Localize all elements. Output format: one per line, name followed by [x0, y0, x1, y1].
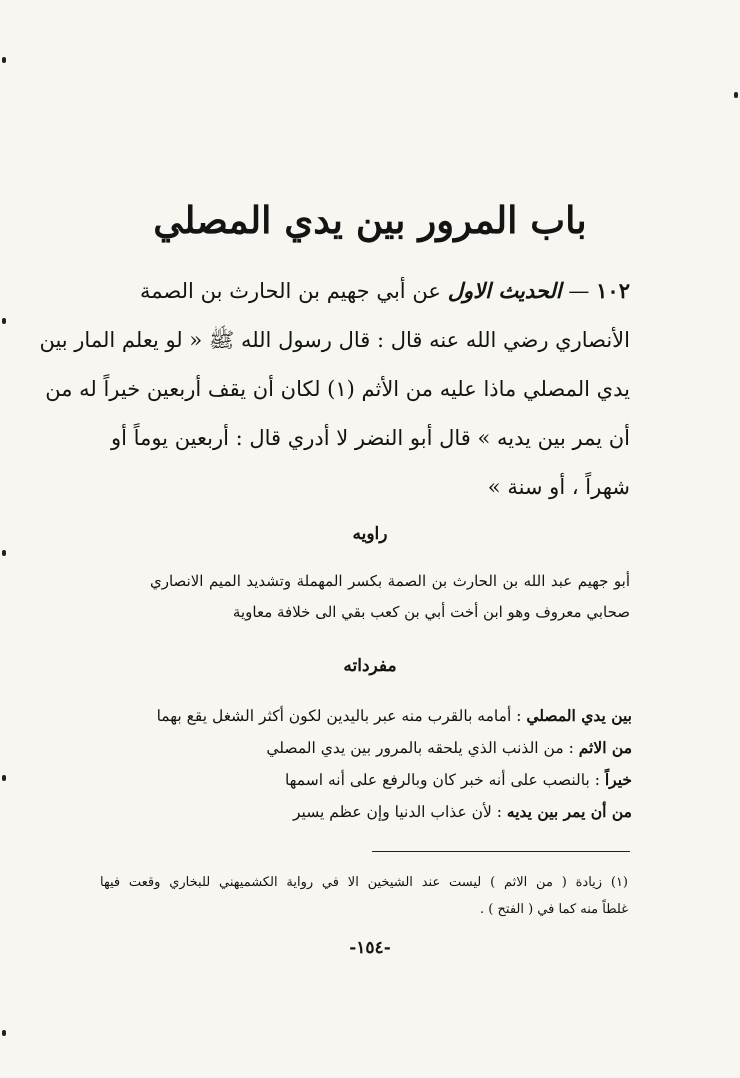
vocabulary-heading: مفرداته	[343, 656, 397, 676]
scan-mark	[734, 92, 738, 98]
hadith-line-text: عن أبي جهيم بن الحارث بن الصمة	[140, 279, 441, 303]
scan-mark	[2, 550, 6, 556]
vocabulary-term: من أن يمر بين يديه	[506, 802, 632, 821]
footnote	[100, 869, 628, 923]
vocabulary-item: بين يدي المصلي : أمامه بالقرب منه عبر باليدين لكون أكثر الشغل يقع بهما	[156, 706, 632, 725]
narrator-line: صحابي معروف وهو ابن أخت أبي بن كعب بقي الى خلافة معاوية	[232, 603, 630, 621]
hadith-line: الأنصاري رضي الله عنه قال : قال رسول الله ﷺ « لو يعلم المار بين	[39, 328, 630, 352]
vocabulary-definition: بالنصب على أنه خبر كان وبالرفع على أنه اسمها	[284, 771, 590, 789]
hadith-line: شهراً ، أو سنة »	[487, 475, 630, 499]
chapter-title: باب المرور بين يدي المصلي	[153, 198, 587, 242]
vocabulary-definition: لأن عذاب الدنيا وإن عظم يسير	[293, 803, 492, 821]
narrator-text	[150, 566, 630, 628]
vocabulary-term: بين يدي المصلي	[526, 706, 632, 725]
vocabulary-definition: أمامه بالقرب منه عبر باليدين لكون أكثر الشغل يقع بهما	[156, 707, 512, 725]
hadith-number: ١٠٢	[596, 278, 630, 303]
hadith-text	[39, 266, 630, 512]
vocabulary-list	[110, 700, 632, 828]
hadith-line: يدي المصلي ماذا عليه من الأثم (١) لكان أن يقف أربعين خيراً له من	[45, 377, 630, 401]
vocabulary-definition: من الذنب الذي يلحقه بالمرور بين يدي المصلي	[266, 739, 564, 757]
page-number: -١٥٤-	[349, 938, 391, 958]
vocabulary-item: من الاثم : من الذنب الذي يلحقه بالمرور بين يدي المصلي	[266, 738, 632, 757]
vocabulary-item: من أن يمر بين يديه : لأن عذاب الدنيا وإن عظم يسير	[293, 802, 632, 821]
scan-mark	[2, 318, 6, 324]
scan-mark	[2, 775, 6, 781]
footnote-divider	[372, 851, 630, 852]
hadith-line: أن يمر بين يديه » قال أبو النضر لا أدري قال : أربعين يوماً أو	[111, 426, 630, 450]
vocabulary-term: خيراً	[604, 770, 632, 789]
narrator-heading: راويه	[352, 524, 388, 544]
vocabulary-term: من الاثم	[578, 738, 632, 757]
narrator-line: أبو جهيم عبد الله بن الحارث بن الصمة بكسر المهملة وتشديد الميم الانصاري	[150, 572, 630, 590]
scan-mark	[2, 57, 6, 63]
footnote-line: غلطاً منه كما في ( الفتح ) .	[480, 902, 628, 917]
hadith-label: الحديث الاول	[447, 278, 562, 303]
footnote-line: (١) زيادة ( من الاثم ) ليست عند الشيخين الا في رواية الكشميهني للبخاري وقعت فيها	[100, 875, 628, 890]
hadith-line: ١٠٢ — الحديث الاول عن أبي جهيم بن الحارث بن الصمة	[140, 278, 630, 303]
vocabulary-item: خيراً : بالنصب على أنه خبر كان وبالرفع على أنه اسمها	[284, 770, 632, 789]
scan-mark	[2, 1030, 6, 1036]
